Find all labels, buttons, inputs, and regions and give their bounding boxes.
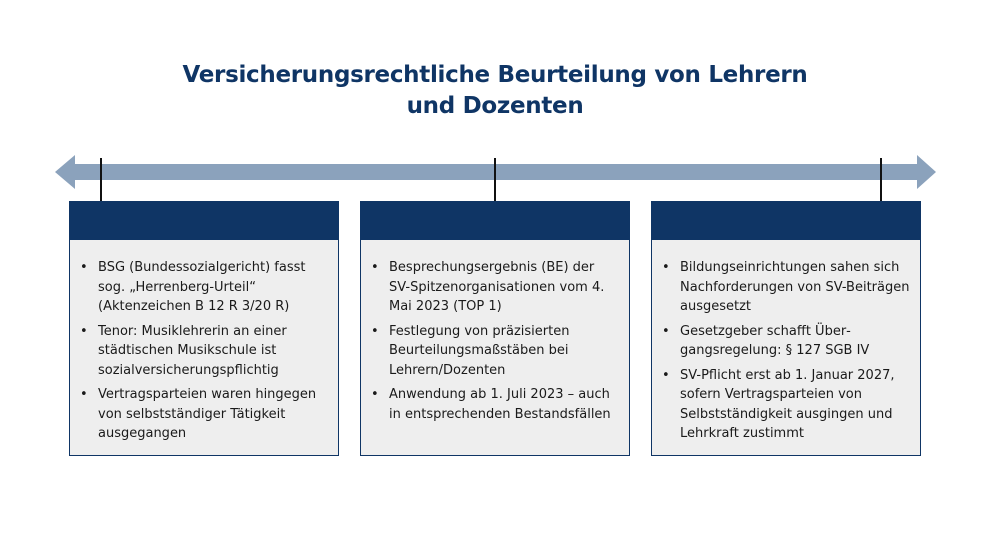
bullet-icon: •: [662, 367, 670, 383]
bullet-icon: •: [80, 387, 88, 402]
card-2-list: [361, 240, 629, 424]
card-1: [69, 201, 339, 456]
list-item: • Bildungseinrichtungen sahen sich Nachforderungen von SV-Beiträgen ausgesetzt: [662, 260, 910, 314]
list-item: • Vertragsparteien waren hingegen von selbstständiger Tätigkeit ausgegangen: [80, 387, 317, 441]
list-item: • Tenor: Musiklehrerin an einer städtischen Musikschule ist sozialversicherungspflichtig: [80, 323, 287, 378]
card-2: [360, 201, 630, 456]
card-2-header: [361, 202, 629, 240]
card-3: [651, 201, 921, 456]
bullet-icon: •: [371, 387, 379, 402]
bullet-icon: •: [371, 323, 379, 339]
bullet-icon: •: [662, 260, 670, 275]
bullet-icon: •: [80, 323, 88, 339]
card-3-header: [652, 202, 920, 240]
list-item: • Gesetzgeber schafft Übergangsregelung: § 127 SGB IV: [662, 323, 870, 358]
list-item: • Besprechungsergebnis (BE) der SV-Spitzenorganisationen vom 4. Mai 2023 (TOP 1): [371, 260, 605, 314]
list-item: • SV-Pflicht erst ab 1. Januar 2027, sofern Vertragsparteien von Selbstständigkeit ausgingen und Lehrkraft zustimmt: [662, 367, 895, 441]
title-line-2: und Dozenten: [406, 93, 584, 119]
card-1-list: [70, 240, 338, 444]
bullet-icon: •: [80, 260, 88, 275]
bullet-icon: •: [371, 260, 379, 275]
list-item: • BSG (Bundessozialgericht) fasst sog. „Herrenberg-Urteil“ (Aktenzeichen B 12 R 3/20 R): [80, 260, 306, 314]
diagram-title: [0, 60, 990, 122]
list-item: • Anwendung ab 1. Juli 2023 – auch in entsprechenden Bestandsfällen: [371, 387, 611, 422]
card-1-header: [70, 202, 338, 240]
list-item: • Festlegung von präzisierten Beurteilungsmaßstäben bei Lehrern/Dozenten: [371, 323, 570, 378]
title-line-1: Versicherungsrechtliche Beurteilung von Lehrern: [182, 62, 808, 88]
card-3-list: [652, 240, 920, 444]
bullet-icon: •: [662, 323, 670, 339]
